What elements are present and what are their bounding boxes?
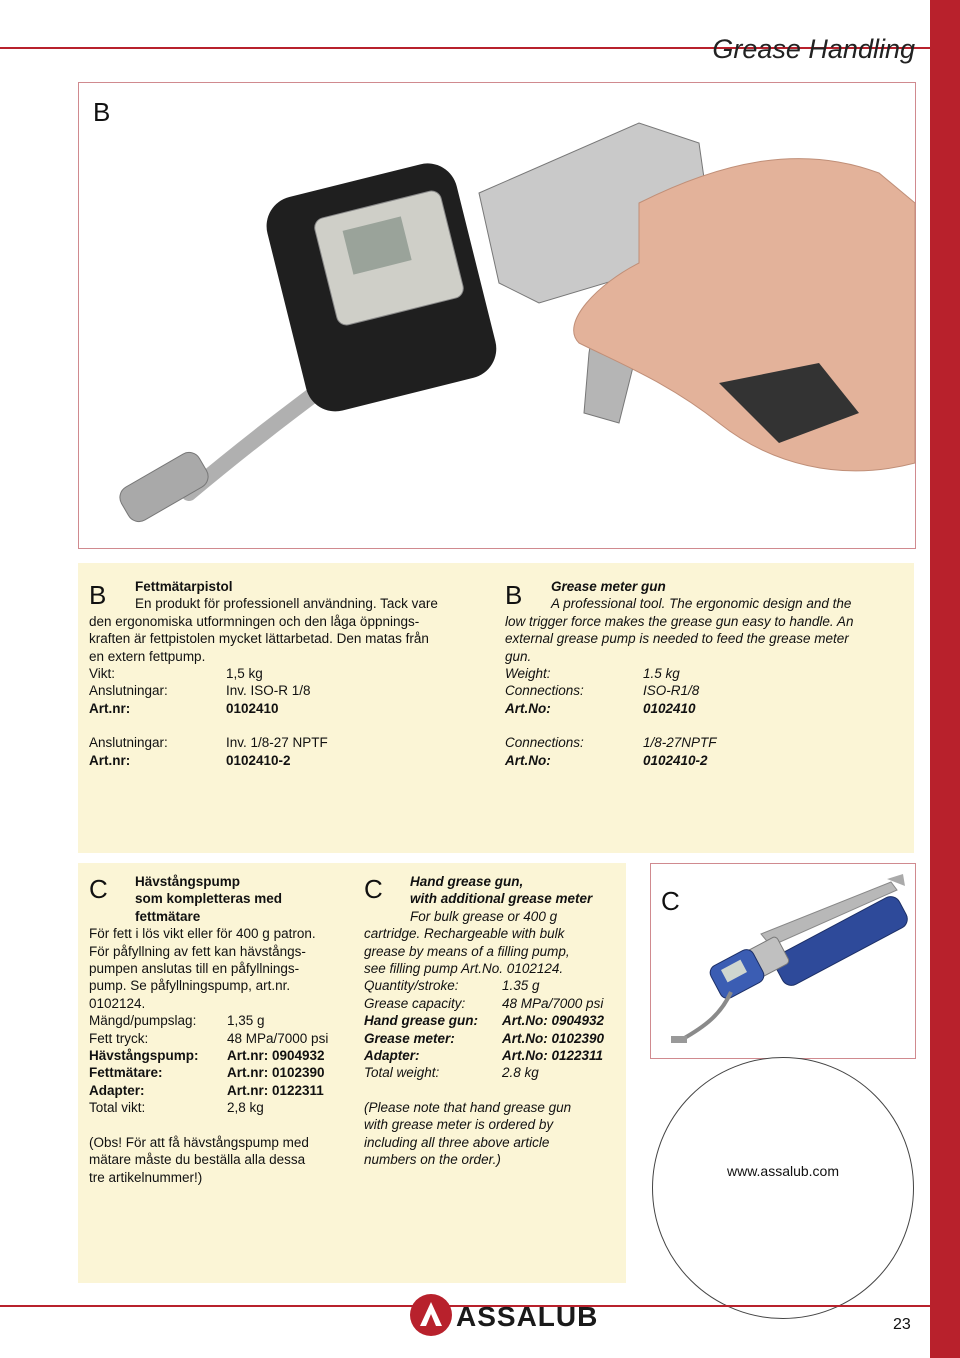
assalub-logo bbox=[408, 1290, 599, 1345]
logo-wordmark: ASSALUB bbox=[456, 1301, 599, 1332]
text-line: pumpen anslutas till en påfyllnings- bbox=[89, 961, 300, 977]
photo-letter-c: C bbox=[661, 886, 680, 916]
text-line: pump. Se påfyllningspump, art.nr. bbox=[89, 978, 291, 994]
spec-row: Hävstångspump: Art.nr: 0904932 bbox=[89, 1048, 325, 1064]
heading-hand-grease-gun: Hand grease gun, bbox=[410, 874, 524, 889]
grease-meter-gun-photo bbox=[78, 82, 916, 549]
assalub-logo-mark bbox=[408, 1290, 599, 1340]
spec-row: Grease meter: Art.No: 0102390 bbox=[364, 1030, 605, 1046]
spec-row: Quantity/stroke: 1.35 g bbox=[364, 978, 540, 994]
spec-row: Fettmätare: Art.nr: 0102390 bbox=[89, 1065, 325, 1081]
note-line: with grease meter is ordered by bbox=[364, 1117, 554, 1133]
text-line: For bulk grease or 400 g bbox=[410, 908, 558, 924]
note-line: (Obs! För att få hävstångspump med bbox=[89, 1134, 309, 1150]
note-line: tre artikelnummer!) bbox=[89, 1169, 203, 1185]
text-line: A professional tool. The ergonomic design and the bbox=[551, 596, 852, 612]
heading-line: som kompletteras med bbox=[135, 891, 283, 907]
text-line: gun. bbox=[505, 648, 532, 664]
spec-row: Art.No: 0102410 bbox=[505, 700, 696, 716]
spec-row: Anslutningar: Inv. ISO-R 1/8 bbox=[89, 683, 311, 699]
section-b-swedish bbox=[89, 578, 479, 769]
spec-row: Adapter: Art.No: 0122311 bbox=[364, 1048, 604, 1064]
note-line: (Please note that hand grease gun bbox=[364, 1099, 572, 1115]
note-line: numbers on the order.) bbox=[364, 1152, 501, 1168]
spec-row: Adapter: Art.nr: 0122311 bbox=[89, 1082, 324, 1098]
text-line: see filling pump Art.No. 0102124. bbox=[364, 961, 564, 977]
section-c-swedish bbox=[89, 873, 344, 1186]
spec-row: Total weight: 2.8 kg bbox=[364, 1065, 539, 1081]
spec-row: Art.nr: 0102410-2 bbox=[89, 752, 291, 768]
spec-row: Connections: 1/8-27NPTF bbox=[505, 735, 717, 751]
page-title: Grease Handling bbox=[712, 34, 915, 64]
section-letter-c-sv: C bbox=[89, 874, 108, 904]
spec-row: Mängd/pumpslag: 1,35 g bbox=[89, 1013, 265, 1029]
section-letter-b-en: B bbox=[505, 580, 523, 610]
text-line: För fett i lös vikt eller för 400 g patron. bbox=[89, 926, 316, 942]
text-line: cartridge. Rechargeable with bulk bbox=[364, 926, 565, 942]
section-letter-c-en: C bbox=[364, 874, 383, 904]
text-line: low trigger force makes the grease gun easy to handle. An bbox=[505, 613, 854, 629]
text-line: kraften är fettpistolen mycket lättarbetad. Den matas från bbox=[89, 631, 429, 647]
text-line: external grease pump is needed to feed the grease meter bbox=[505, 631, 849, 647]
spec-row: Connections: ISO-R1/8 bbox=[505, 683, 700, 699]
spec-row: Art.nr: 0102410 bbox=[89, 700, 279, 716]
heading-line: with additional grease meter bbox=[410, 891, 593, 907]
section-letter-b-sv: B bbox=[89, 580, 107, 610]
page-number: 23 bbox=[893, 1316, 911, 1333]
spec-row: Hand grease gun: Art.No: 0904932 bbox=[364, 1013, 605, 1029]
text-line: en extern fettpump. bbox=[89, 648, 206, 664]
spec-row: Anslutningar: Inv. 1/8-27 NPTF bbox=[89, 735, 328, 751]
note-line: including all three above article bbox=[364, 1134, 550, 1150]
spec-row: Vikt: 1,5 kg bbox=[89, 666, 263, 682]
heading-grease-meter-gun: Grease meter gun bbox=[551, 579, 666, 594]
heading-havstangspump: Hävstångspump bbox=[135, 874, 241, 889]
text-line: den ergonomiska utformningen och den låga öppnings- bbox=[89, 613, 420, 629]
spec-row: Fett tryck: 48 MPa/7000 psi bbox=[89, 1030, 329, 1046]
spec-row: Weight: 1.5 kg bbox=[505, 666, 680, 682]
spec-row: Total vikt: 2,8 kg bbox=[89, 1100, 264, 1116]
photo-letter-b: B bbox=[93, 97, 111, 127]
text-line: En produkt för professionell användning. Tack vare bbox=[135, 596, 438, 612]
spec-row: Art.No: 0102410-2 bbox=[505, 752, 708, 768]
spec-row: Grease capacity: 48 MPa/7000 psi bbox=[364, 995, 604, 1011]
grease-gun-illustration bbox=[79, 83, 915, 548]
website-circle bbox=[652, 1057, 914, 1319]
section-c-english bbox=[364, 873, 624, 1169]
hand-grease-gun-illustration bbox=[651, 864, 915, 1058]
note-line: mätare måste du beställa alla dessa bbox=[89, 1152, 306, 1168]
section-b-english bbox=[505, 578, 905, 769]
right-accent-bar bbox=[930, 0, 960, 1358]
text-line: grease by means of a filling pump, bbox=[364, 943, 570, 959]
heading-line: fettmätare bbox=[135, 908, 201, 924]
hand-grease-gun-photo bbox=[650, 863, 916, 1059]
text-line: För påfyllning av fett kan hävstångs- bbox=[89, 943, 306, 959]
heading-fettmatarpistol: Fettmätarpistol bbox=[135, 579, 233, 594]
text-line: 0102124. bbox=[89, 995, 146, 1011]
website-url[interactable]: www.assalub.com bbox=[726, 1163, 840, 1179]
